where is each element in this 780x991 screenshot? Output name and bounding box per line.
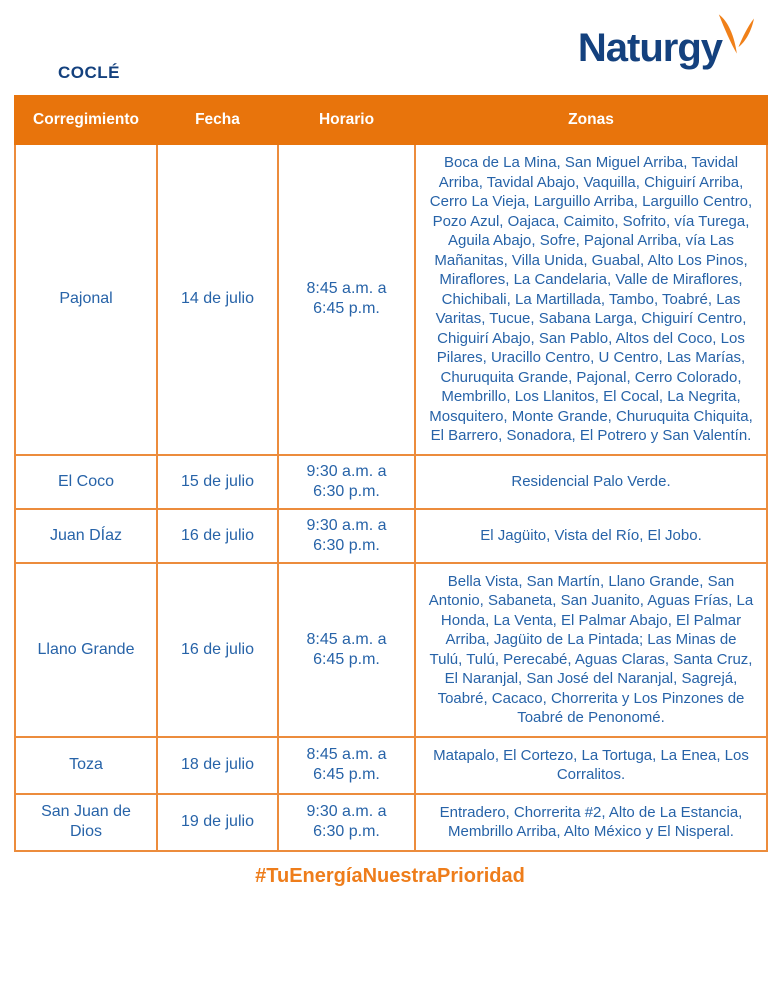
- column-header-fecha: Fecha: [157, 96, 278, 144]
- column-header-horario: Horario: [278, 96, 415, 144]
- naturgy-logo: [578, 28, 722, 68]
- table-body: [15, 144, 767, 851]
- column-header-zonas: Zonas: [415, 96, 767, 144]
- region-title: COCLÉ: [58, 63, 120, 82]
- corregimiento-cell: Pajonal: [15, 144, 157, 455]
- horario-cell: 8:45 a.m. a 6:45 p.m.: [278, 737, 415, 794]
- fecha-cell: 16 de julio: [157, 563, 278, 737]
- table-row: [15, 455, 767, 509]
- horario-cell: 9:30 a.m. a 6:30 p.m.: [278, 509, 415, 563]
- table-row: [15, 794, 767, 851]
- butterfly-icon: [718, 12, 754, 56]
- column-header-corregimiento: Corregimiento: [15, 96, 157, 144]
- zonas-cell: Matapalo, El Cortezo, La Tortuga, La Enea, Los Corralitos.: [415, 737, 767, 794]
- page-footer: [0, 865, 780, 888]
- zonas-cell: Bella Vista, San Martín, Llano Grande, San Antonio, Sabaneta, San Juanito, Aguas Frías, La Honda, La Venta, El Palmar Abajo, El Palmar Arriba, Jagüito de La Pintada; Las Minas de Tulú, Tulú, Perecabé, Aguas Claras, Santa Cruz, El Naranjal, San José del Naranjal, Sagrejá, Toabré, Cacaco, Chorrerita y Los Pinzones de Toabré de Penonomé.: [415, 563, 767, 737]
- corregimiento-cell: Juan DÍaz: [15, 509, 157, 563]
- topbar: [0, 0, 780, 95]
- table-row: [15, 144, 767, 455]
- horario-cell: 9:30 a.m. a 6:30 p.m.: [278, 794, 415, 851]
- table-row: [15, 563, 767, 737]
- horario-cell: 8:45 a.m. a 6:45 p.m.: [278, 144, 415, 455]
- table-head: [15, 96, 767, 144]
- fecha-cell: 16 de julio: [157, 509, 278, 563]
- corregimiento-cell: El Coco: [15, 455, 157, 509]
- zonas-cell: Entradero, Chorrerita #2, Alto de La Estancia, Membrillo Arriba, Alto México y El Nisperal.: [415, 794, 767, 851]
- fecha-cell: 14 de julio: [157, 144, 278, 455]
- horario-cell: 8:45 a.m. a 6:45 p.m.: [278, 563, 415, 737]
- corregimiento-cell: Llano Grande: [15, 563, 157, 737]
- zonas-cell: Boca de La Mina, San Miguel Arriba, Tavidal Arriba, Tavidal Abajo, Vaquilla, Chiguirí Arriba, Cerro La Vieja, Larguillo Arriba, Larguillo Centro, Pozo Azul, Oajaca, Caimito, Sofrito, vía Turega, Aguila Abajo, Sofre, Pajonal Arriba, vía Las Mañanitas, Villa Unida, Guabal, Alto Los Pinos, Miraflores, La Candelaria, Valle de Miraflores, Chichibali, La Martillada, Tambo, Toabré, Las Varitas, Tucue, Sabana Larga, Chiguirí Centro, Chiguirí Abajo, San Pablo, Altos del Coco, Los Pilares, Uracillo Centro, U Centro, Las Marías, Churuquita Grande, Pajonal, Cerro Colorado, Membrillo, Los Llanitos, El Cocal, La Negrita, Mosquitero, Monte Grande, Churuquita Chiquita, El Barrero, Sonadora, El Potrero y San Valentín.: [415, 144, 767, 455]
- table-row: [15, 737, 767, 794]
- table-header-row: [15, 96, 767, 144]
- table-row: [15, 509, 767, 563]
- zonas-cell: Residencial Palo Verde.: [415, 455, 767, 509]
- footer-hashtag: #TuEnergíaNuestraPrioridad: [255, 864, 525, 887]
- fecha-cell: 19 de julio: [157, 794, 278, 851]
- corregimiento-cell: San Juan de Dios: [15, 794, 157, 851]
- fecha-cell: 18 de julio: [157, 737, 278, 794]
- naturgy-wordmark: Naturgy: [577, 26, 722, 70]
- zonas-cell: El Jagüito, Vista del Río, El Jobo.: [415, 509, 767, 563]
- outage-schedule-table: [14, 95, 768, 852]
- horario-cell: 9:30 a.m. a 6:30 p.m.: [278, 455, 415, 509]
- corregimiento-cell: Toza: [15, 737, 157, 794]
- fecha-cell: 15 de julio: [157, 455, 278, 509]
